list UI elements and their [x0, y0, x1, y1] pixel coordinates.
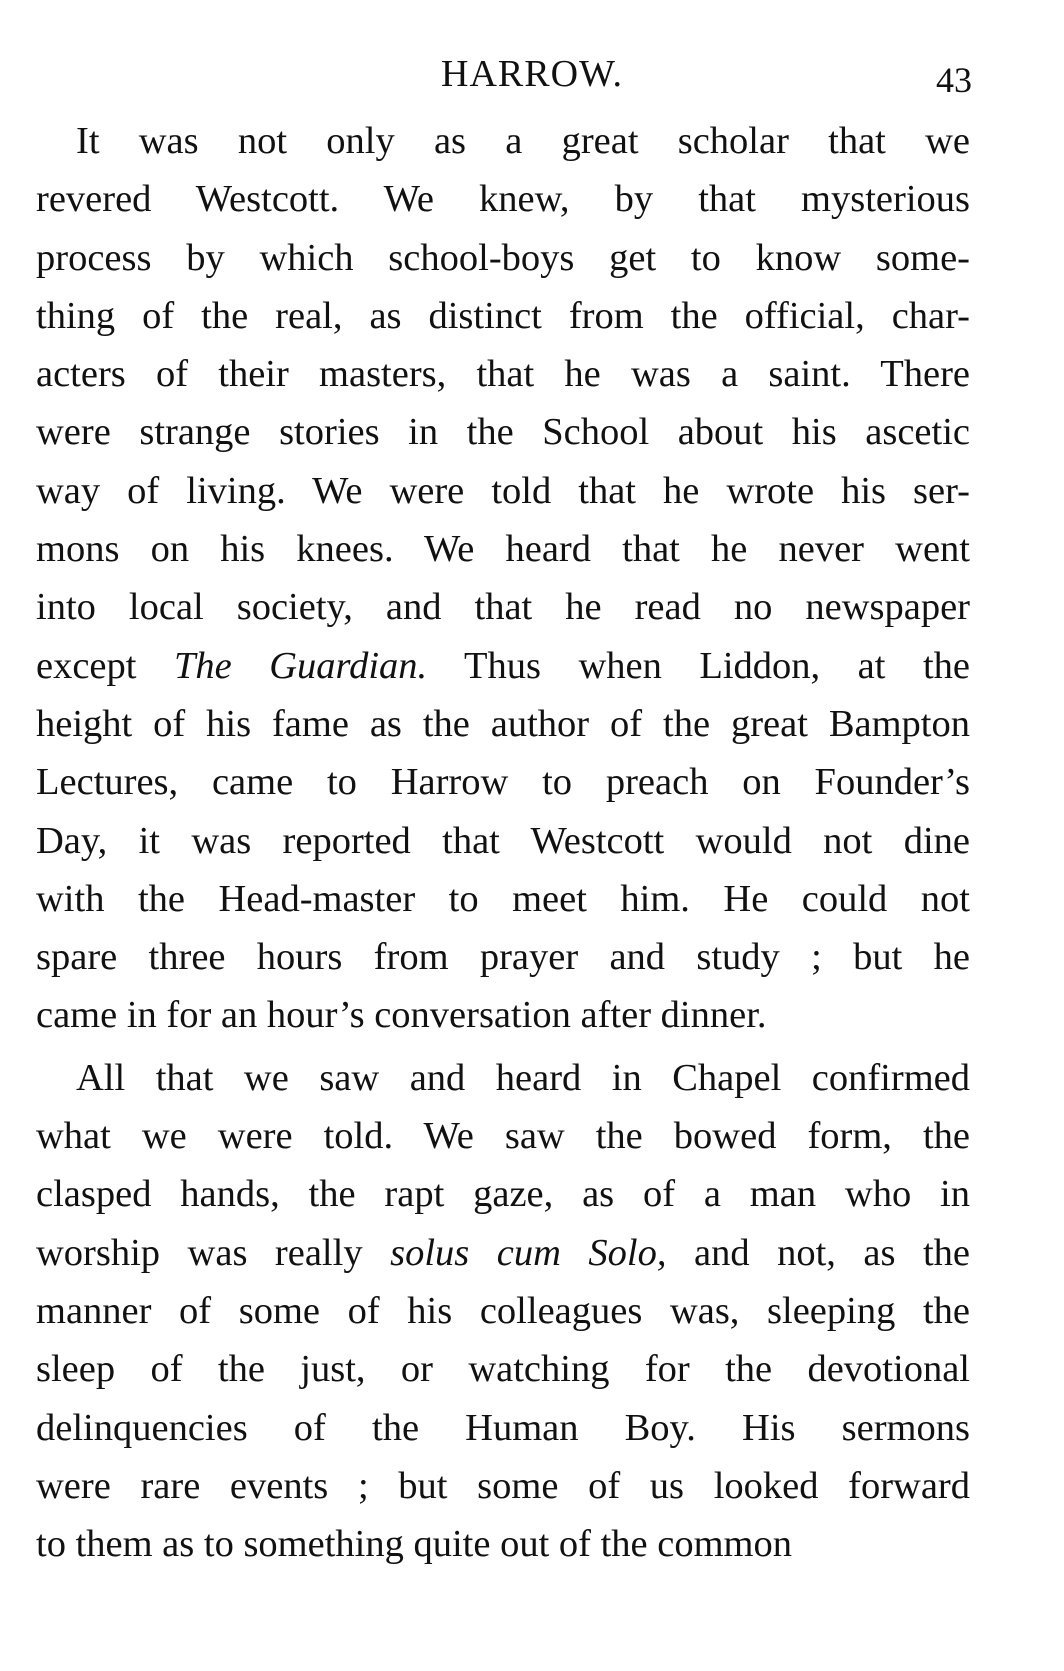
line-text: revered Westcott. We knew, by that mysterious: [36, 178, 970, 221]
line-text: Day, it was reported that Westcott would not dine: [36, 819, 970, 862]
text-line: [36, 170, 970, 228]
italic-title: The Guardian.: [173, 644, 428, 687]
line-text: except: [36, 644, 174, 687]
line-text: delinquencies of the Human Boy. His sermons: [36, 1406, 970, 1449]
line-text: were strange stories in the School about his ascetic: [36, 411, 970, 454]
text-line: [36, 287, 970, 345]
line-text: Thus when Liddon, at the: [427, 644, 970, 687]
text-line: [36, 112, 970, 170]
line-text: It was not only as a great scholar that we: [76, 120, 970, 162]
line-text: manner of some of his colleagues was, sleeping the: [36, 1289, 970, 1332]
line-text: way of living. We were told that he wrote his ser-: [36, 469, 970, 512]
text-line: [36, 1457, 970, 1515]
text-line: [36, 1515, 970, 1573]
italic-title: solus cum Solo,: [390, 1231, 667, 1274]
line-text: process by which school-boys get to know some-: [36, 236, 970, 279]
text-line: [36, 345, 970, 403]
page-number: 43: [936, 60, 972, 100]
text-line: [36, 986, 970, 1044]
line-text: spare three hours from prayer and study ; but he: [36, 936, 970, 979]
line-text: and not, as the: [666, 1231, 971, 1274]
paragraph: [36, 1049, 970, 1574]
line-text: with the Head-master to meet him. He could not: [36, 877, 970, 920]
line-text: height of his fame as the author of the great Bampton: [36, 702, 970, 745]
text-line: [36, 1282, 970, 1340]
line-text: worship was really: [36, 1231, 391, 1274]
line-text: into local society, and that he read no newspaper: [36, 586, 970, 629]
line-text: mons on his knees. We heard that he never went: [36, 528, 970, 571]
page-header: [0, 44, 1064, 104]
text-line: [36, 578, 970, 636]
text-line: [36, 1399, 970, 1457]
text-line: [36, 812, 970, 870]
line-text: to them as to something quite out of the common: [36, 1523, 792, 1566]
line-text: clasped hands, the rapt gaze, as of a man who in: [36, 1173, 970, 1216]
text-line: [36, 695, 970, 753]
text-line: [36, 229, 970, 287]
text-line: [36, 1049, 970, 1107]
line-text: what we were told. We saw the bowed form, the: [36, 1115, 970, 1158]
line-text: All that we saw and heard in Chapel confirmed: [76, 1056, 970, 1099]
line-text: were rare events ; but some of us looked forward: [36, 1464, 970, 1507]
line-text: came in for an hour’s conversation after dinner.: [36, 994, 767, 1037]
text-line: [36, 870, 970, 928]
text-line: [36, 637, 970, 695]
text-line: [36, 928, 970, 986]
text-line: [36, 1224, 970, 1282]
line-text: sleep of the just, or watching for the devotional: [36, 1348, 970, 1391]
text-line: [36, 520, 970, 578]
line-text: acters of their masters, that he was a saint. There: [36, 353, 970, 396]
text-line: [36, 753, 970, 811]
text-line: [36, 1107, 970, 1165]
line-text: Lectures, came to Harrow to preach on Founder’s: [36, 761, 970, 804]
line-text: thing of the real, as distinct from the official, char-: [36, 294, 970, 337]
body-text: [36, 112, 970, 1573]
text-line: [36, 1165, 970, 1223]
text-line: [36, 403, 970, 461]
running-head: HARROW.: [441, 53, 623, 95]
paragraph: [36, 112, 970, 1045]
text-line: [36, 462, 970, 520]
text-line: [36, 1340, 970, 1398]
